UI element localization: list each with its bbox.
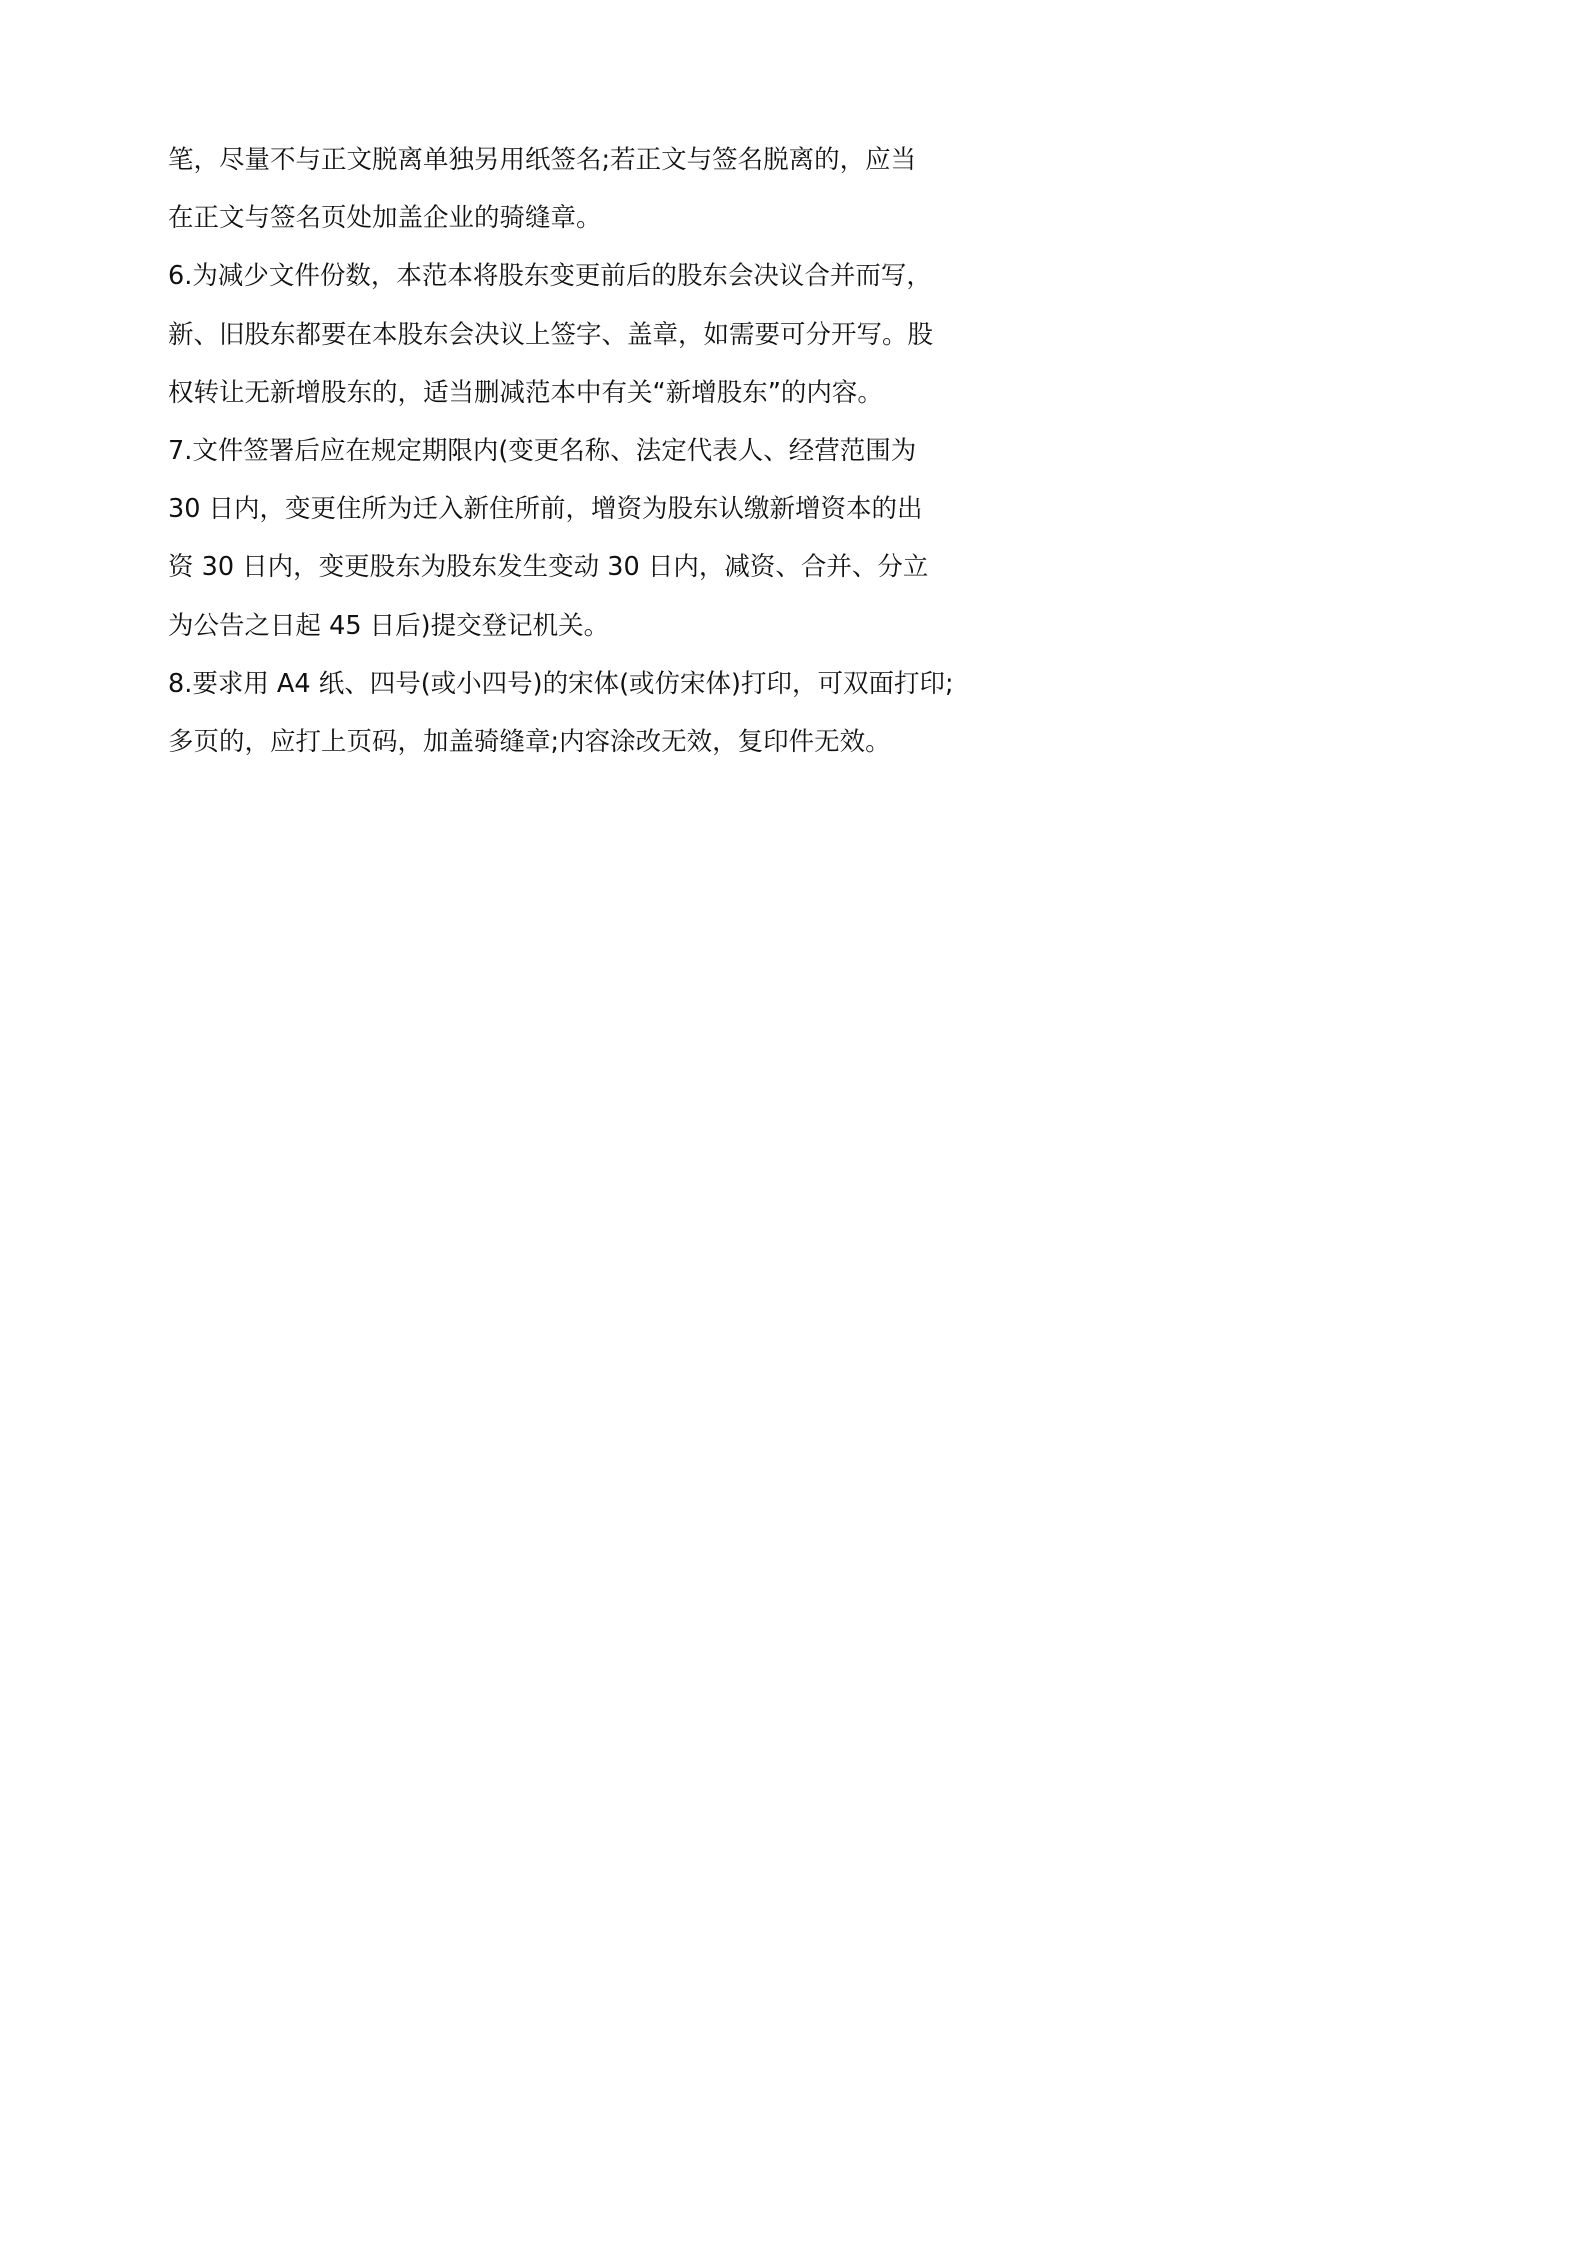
text-line: 笔，尽量不与正文脱离单独另用纸签名;若正文与签名脱离的，应当 bbox=[168, 145, 917, 175]
text-line: 新、旧股东都要在本股东会决议上签字、盖章，如需要可分开写。股 bbox=[168, 319, 934, 350]
document-page bbox=[0, 0, 1100, 1556]
text-line: 为公告之日起 45 日后)提交登记机关。 bbox=[168, 610, 610, 641]
text-line: 资 30 日内，变更股东为股东发生变动 30 日内，减资、合并、分立 bbox=[168, 552, 929, 583]
text-line: 在正文与签名页处加盖企业的骑缝章。 bbox=[168, 203, 602, 234]
text-line: 权转让无新增股东的，适当删减范本中有关“新增股东”的内容。 bbox=[168, 377, 883, 408]
text-line: 8.要求用 A4 纸、四号(或小四号)的宋体(或仿宋体)打印，可双面打印; bbox=[168, 668, 954, 699]
text-line: 30 日内，变更住所为迁入新住所前，增资为股东认缴新增资本的出 bbox=[168, 494, 923, 525]
text-line: 7.文件签署后应在规定期限内(变更名称、法定代表人、经营范围为 bbox=[168, 435, 917, 466]
text-line: 多页的，应打上页码，加盖骑缝章;内容涂改无效，复印件无效。 bbox=[168, 726, 891, 757]
document-body bbox=[168, 131, 958, 771]
text-line: 6.为减少文件份数，本范本将股东变更前后的股东会决议合并而写， bbox=[168, 261, 932, 292]
